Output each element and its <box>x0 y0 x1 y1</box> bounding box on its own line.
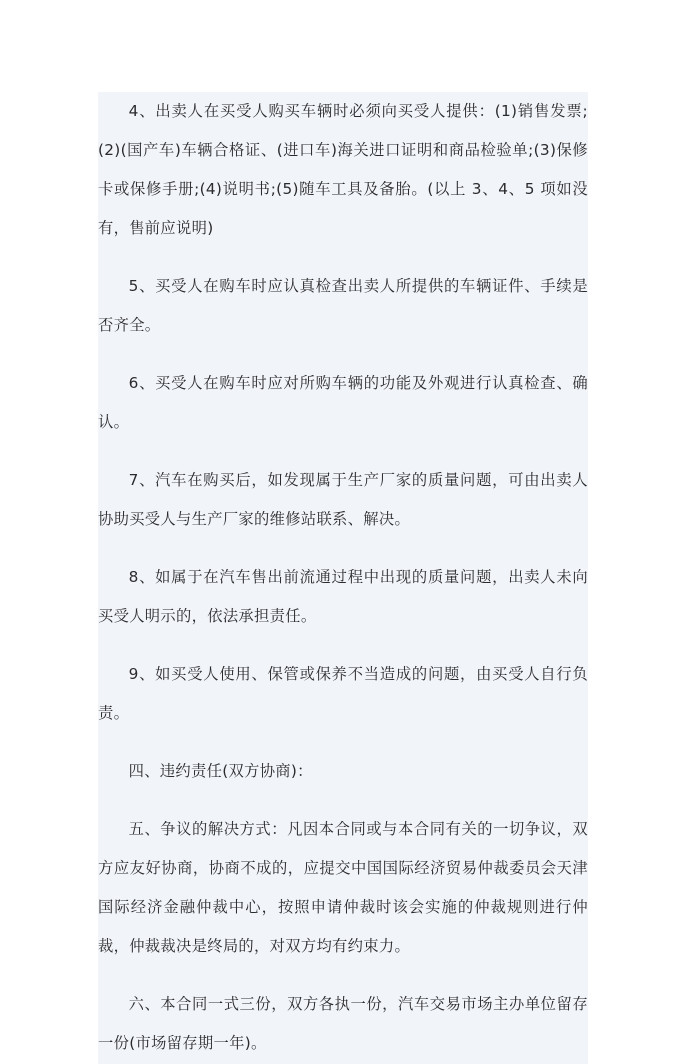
paragraph-section-4-liability: 四、违约责任(双方协商)： <box>128 762 313 780</box>
document-text-block <box>98 92 588 1064</box>
paragraph-clause-4: 4、出卖人在买受人购买车辆时必须向买受人提供：(1)销售发票;(2)(国产车)车辆合格证、(进口车)海关进口证明和商品检验单;(3)保修卡或保修手册;(4)说明书;(5)随车工具及备胎。(以上 3、4、5 项如没有，售前应说明) <box>98 102 588 237</box>
paragraph-clause-9: 9、如买受人使用、保管或保养不当造成的问题，由买受人自行负责。 <box>98 665 588 722</box>
paragraph-section-6-copies: 六、本合同一式三份，双方各执一份，汽车交易市场主办单位留存一份(市场留存期一年)。 <box>98 995 588 1052</box>
paragraph-clause-7: 7、汽车在购买后，如发现属于生产厂家的质量问题，可由出卖人协助买受人与生产厂家的维修站联系、解决。 <box>98 471 588 528</box>
paragraph-clause-6: 6、买受人在购车时应对所购车辆的功能及外观进行认真检查、确认。 <box>98 374 588 431</box>
paragraph-clause-5: 5、买受人在购车时应认真检查出卖人所提供的车辆证件、手续是否齐全。 <box>98 277 588 334</box>
paragraph-section-5-dispute: 五、争议的解决方式：凡因本合同或与本合同有关的一切争议，双方应友好协商，协商不成的，应提交中国国际经济贸易仲裁委员会天津国际经济金融仲裁中心，按照申请仲裁时该会实施的仲裁规则进行仲裁，仲裁裁决是终局的，对双方均有约束力。 <box>98 820 588 955</box>
paragraph-clause-8: 8、如属于在汽车售出前流通过程中出现的质量问题，出卖人未向买受人明示的，依法承担责任。 <box>98 568 588 625</box>
